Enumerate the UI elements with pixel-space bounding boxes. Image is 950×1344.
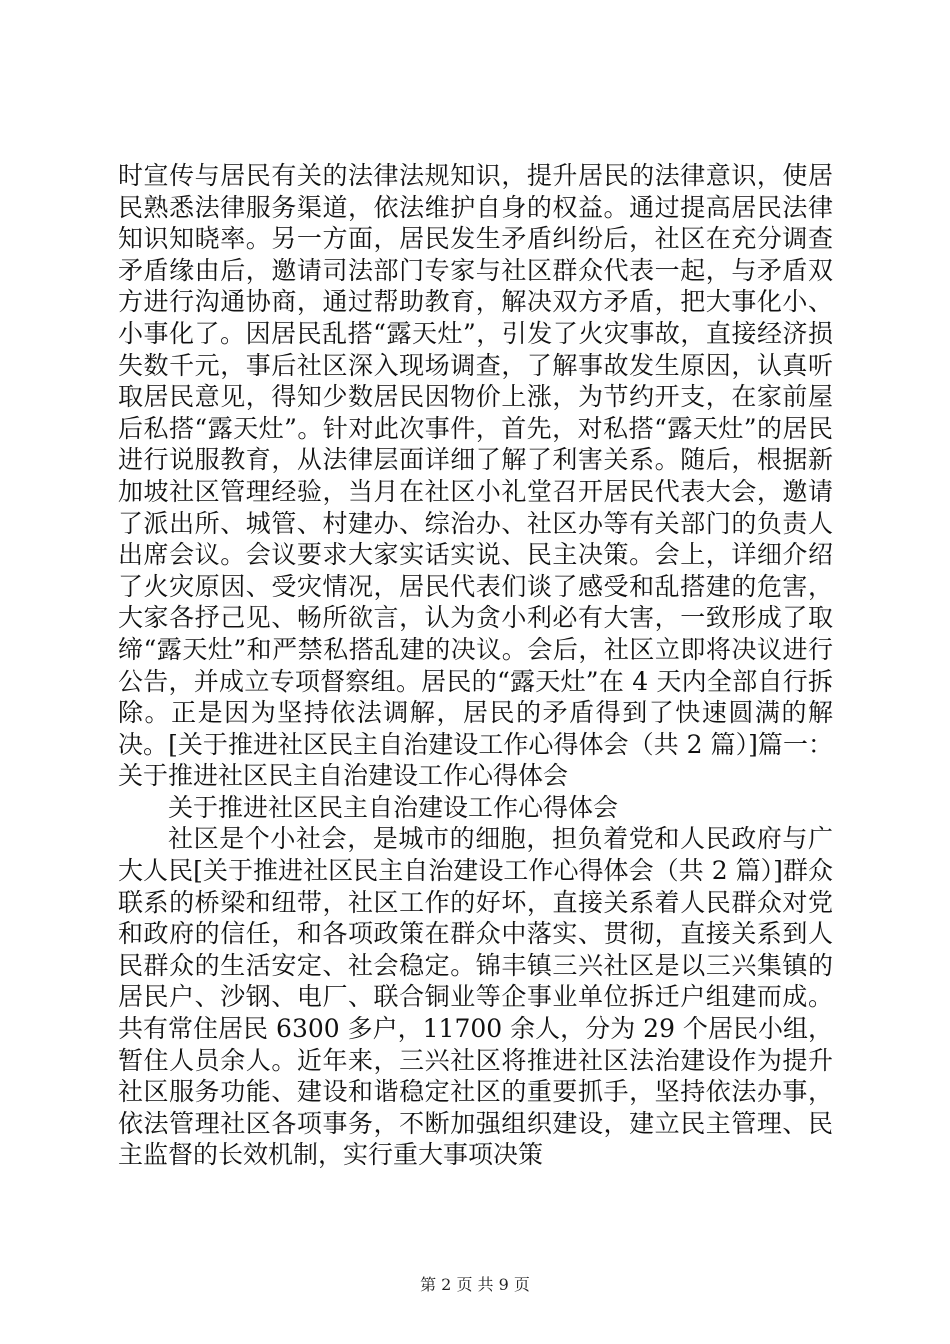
document-body bbox=[118, 160, 833, 1171]
section-heading: 关于推进社区民主自治建设工作心得体会 bbox=[168, 792, 619, 822]
body-paragraph-1: 时宣传与居民有关的法律法规知识，提升居民的法律意识，使居民熟悉法律服务渠道，依法维护自身的权益。通过提高居民法律知识知晓率。另一方面，居民发生矛盾纠纷后，社区在充分调查矛盾缘由后，邀请司法部门专家与社区群众代表一起，与矛盾双方进行沟通协商，通过帮助教育，解决双方矛盾，把大事化小、小事化了。因居民乱搭“露天灶”，引发了火灾事故，直接经济损失数千元，事后社区深入现场调查，了解事故发生原因，认真听取居民意见，得知少数居民因物价上涨，为节约开支，在家前屋后私搭“露天灶”。针对此次事件，首先，对私搭“露天灶”的居民进行说服教育，从法律层面详细了解了利害关系。随后，根据新加坡社区管理经验，当月在社区小礼堂召开居民代表大会，邀请了派出所、城管、村建办、综治办、社区办等有关部门的负责人出席会议。会议要求大家实话实说、民主决策。会上，详细介绍了火灾原因、受灾情况，居民代表们谈了感受和乱搭建的危害，大家各抒己见、畅所欲言，认为贪小利必有大害，一致形成了取缔“露天灶”和严禁私搭乱建的决议。会后，社区立即将决议进行公告，并成立专项督察组。居民的“露天灶”在 4 天内全部自行拆除。正是因为坚持依法调解，居民的矛盾得到了快速圆满的解决。[关于推进社区民主自治建设工作心得体会（共 2 篇）]篇一：关于推进社区民主自治建设工作心得体会 bbox=[118, 161, 833, 791]
body-paragraph-2: 社区是个小社会，是城市的细胞，担负着党和人民政府与广大人民[关于推进社区民主自治建设工作心得体会（共 2 篇）]群众联系的桥梁和纽带，社区工作的好坏，直接关系着人民群众对党和政府的信任，和各项政策在群众中落实、贯彻，直接关系到人民群众的生活安定、社会稳定。锦丰镇三兴社区是以三兴集镇的居民户、沙钢、电厂、联合铜业等企事业单位拆迁户组建而成。共有常住居民 6300 多户，11700 余人，分为 29 个居民小组，暂住人员余人。近年来，三兴社区将推进社区法治建设作为提升社区服务功能、建设和谐稳定社区的重要抓手，坚持依法办事，依法管理社区各项事务，不断加强组织建设，建立民主管理、民主监督的长效机制，实行重大事项决策 bbox=[118, 824, 833, 1170]
page-footer: 第 2 页 共 9 页 bbox=[420, 1275, 530, 1294]
